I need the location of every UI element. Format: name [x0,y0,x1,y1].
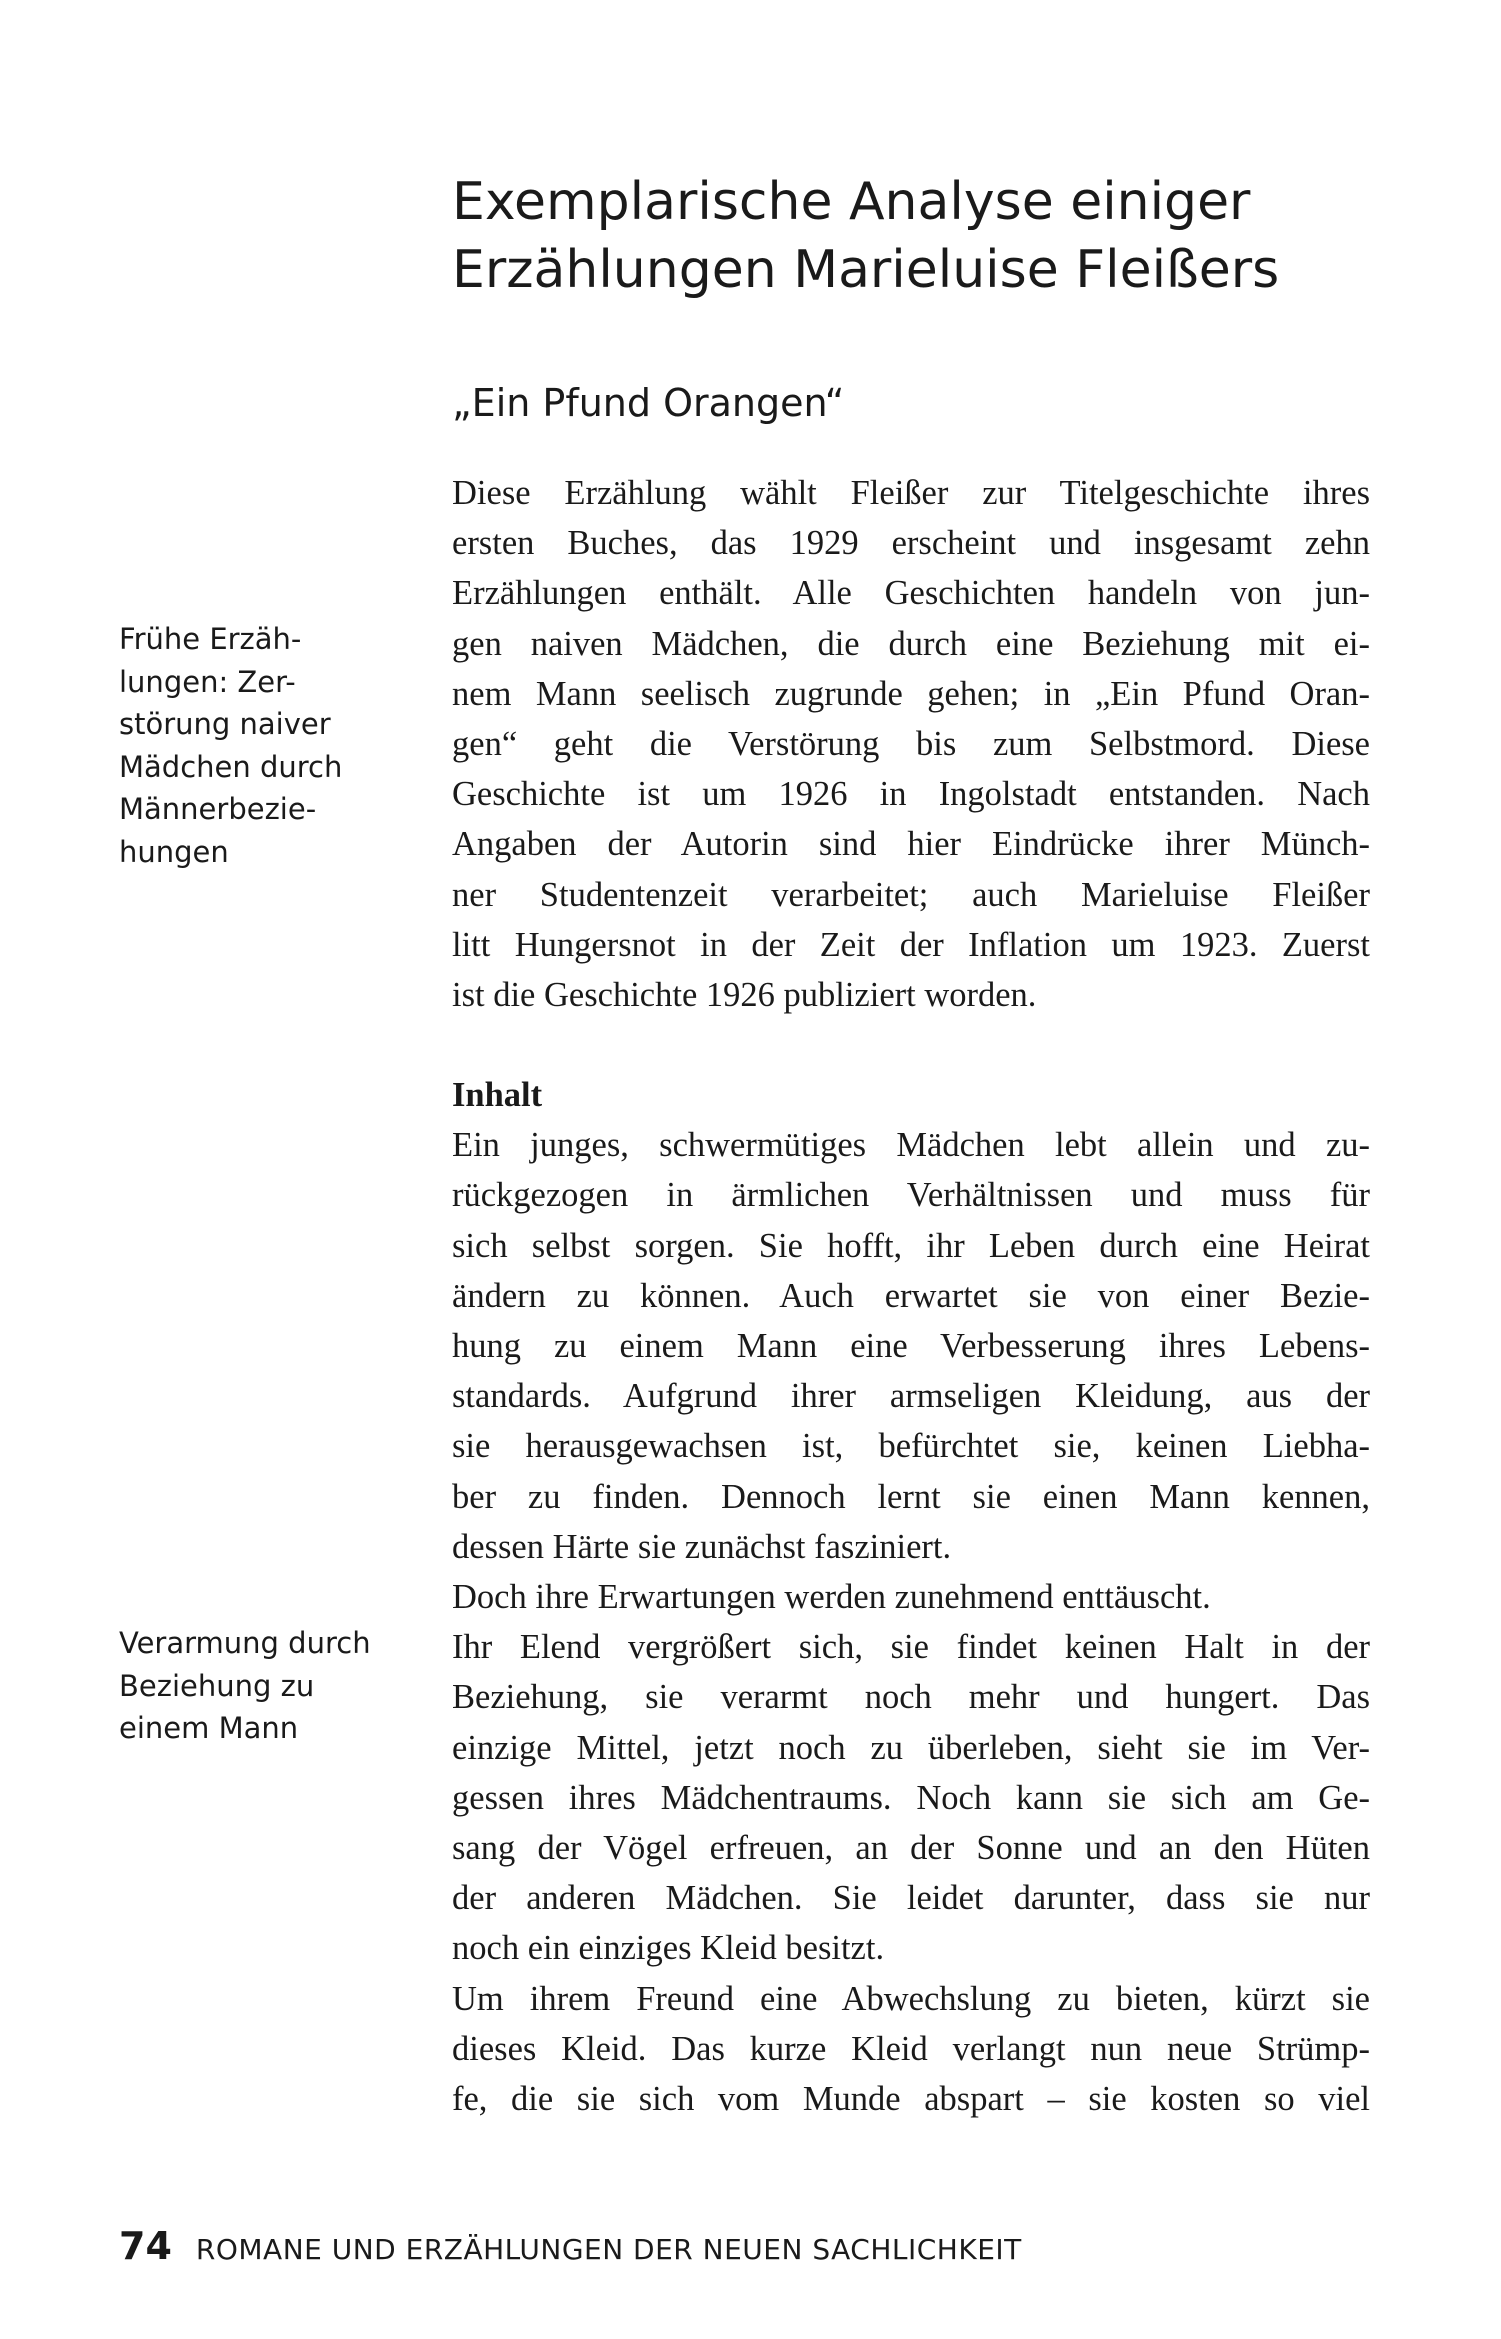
margin-note-line: lungen: Zer- [119,664,296,699]
text-line: Doch ihre Erwartungen werden zunehmend enttäuscht. [452,1578,1211,1617]
text-line: sang der Vögel erfreuen, an der Sonne und an den Hüten [452,1829,1370,1868]
text-line: ner Studentenzeit verarbeitet; auch Marieluise Fleißer [452,875,1370,914]
text-line: sich selbst sorgen. Sie hofft, ihr Leben durch eine Heirat [452,1226,1370,1265]
text-line: Angaben der Autorin sind hier Eindrücke ihrer Münch- [452,825,1370,864]
margin-note-line: Frühe Erzäh- [119,622,302,656]
section-content [452,1070,1370,2124]
text-line: der anderen Mädchen. Sie leidet darunter, dass sie nur [452,1879,1370,1918]
margin-note-line: hungen [119,834,229,869]
margin-note-line: Mädchen durch [119,749,343,784]
text-line: litt Hungersnot in der Zeit der Inflation um 1923. Zuerst [452,925,1370,964]
running-head: ROMANE UND ERZÄHLUNGEN DER NEUEN SACHLICHKEIT [195,2233,1022,2266]
text-line: gessen ihres Mädchentraums. Noch kann sie sich am Ge- [452,1778,1370,1817]
chapter-title-line: Erzählungen Marieluise Fleißers [452,240,1280,300]
margin-note-impoverishment [119,1622,409,1750]
text-line: noch ein einziges Kleid besitzt. [452,1929,885,1968]
text-line: dieses Kleid. Das kurze Kleid verlangt nun neue Strümp- [452,2029,1370,2068]
text-line: Ein junges, schwermütiges Mädchen lebt allein und zu- [452,1126,1370,1165]
text-line: Ihr Elend vergrößert sich, sie findet keinen Halt in der [452,1628,1370,1667]
text-line: Beziehung, sie verarmt noch mehr und hungert. Das [452,1678,1370,1717]
text-line: rückgezogen in ärmlichen Verhältnissen und muss für [452,1176,1370,1215]
paragraph-content-2 [452,1572,1370,1974]
text-line: dessen Härte sie zunächst fasziniert. [452,1527,952,1566]
margin-note-line: Beziehung zu [119,1668,315,1703]
text-line: standards. Aufgrund ihrer armseligen Kleidung, aus der [452,1377,1370,1416]
text-line: einzige Mittel, jetzt noch zu überleben, sieht sie im Ver- [452,1728,1370,1767]
text-line: sie herausgewachsen ist, befürchtet sie, keinen Liebha- [452,1427,1370,1466]
chapter-title [452,168,1412,304]
margin-note-line: Verarmung durch [119,1626,371,1660]
text-line: gen naiven Mädchen, die durch eine Beziehung mit ei- [452,624,1370,663]
text-line: fe, die sie sich vom Munde abspart – sie kosten so viel [452,2080,1370,2119]
paragraph-intro [452,468,1370,1020]
margin-note-early-stories [119,618,409,873]
text-line: ändern zu können. Auch erwartet sie von einer Bezie- [452,1276,1370,1315]
text-line: Um ihrem Freund eine Abwechslung zu bieten, kürzt sie [452,1979,1370,2018]
paragraph-content-3 [452,1974,1370,2125]
margin-note-line: störung naiver [119,707,331,741]
page-number: 74 [119,2224,172,2268]
text-line: Geschichte ist um 1926 in Ingolstadt entstanden. Nach [452,775,1370,814]
section-title: „Ein Pfund Orangen“ [452,381,845,425]
text-line: ber zu finden. Dennoch lernt sie einen Mann kennen, [452,1477,1370,1516]
section-heading: Inhalt [452,1076,543,1114]
text-line: Diese Erzählung wählt Fleißer zur Titelgeschichte ihres [452,474,1370,512]
paragraph-content-1 [452,1120,1370,1572]
text-line: hung zu einem Mann eine Verbesserung ihres Lebens- [452,1327,1370,1366]
margin-note-line: Männerbezie- [119,792,317,826]
chapter-title-line: Exemplarische Analyse einiger [452,172,1251,232]
text-line: nem Mann seelisch zugrunde gehen; in „Ein Pfund Oran- [452,674,1370,713]
text-line: ist die Geschichte 1926 publiziert worden. [452,976,1037,1015]
text-line: gen“ geht die Verstörung bis zum Selbstmord. Diese [452,725,1370,764]
margin-note-line: einem Mann [119,1711,299,1745]
text-line: Erzählungen enthält. Alle Geschichten handeln von jun- [452,574,1370,613]
text-line: ersten Buches, das 1929 erscheint und insgesamt zehn [452,524,1370,563]
page-footer [119,2224,1022,2274]
